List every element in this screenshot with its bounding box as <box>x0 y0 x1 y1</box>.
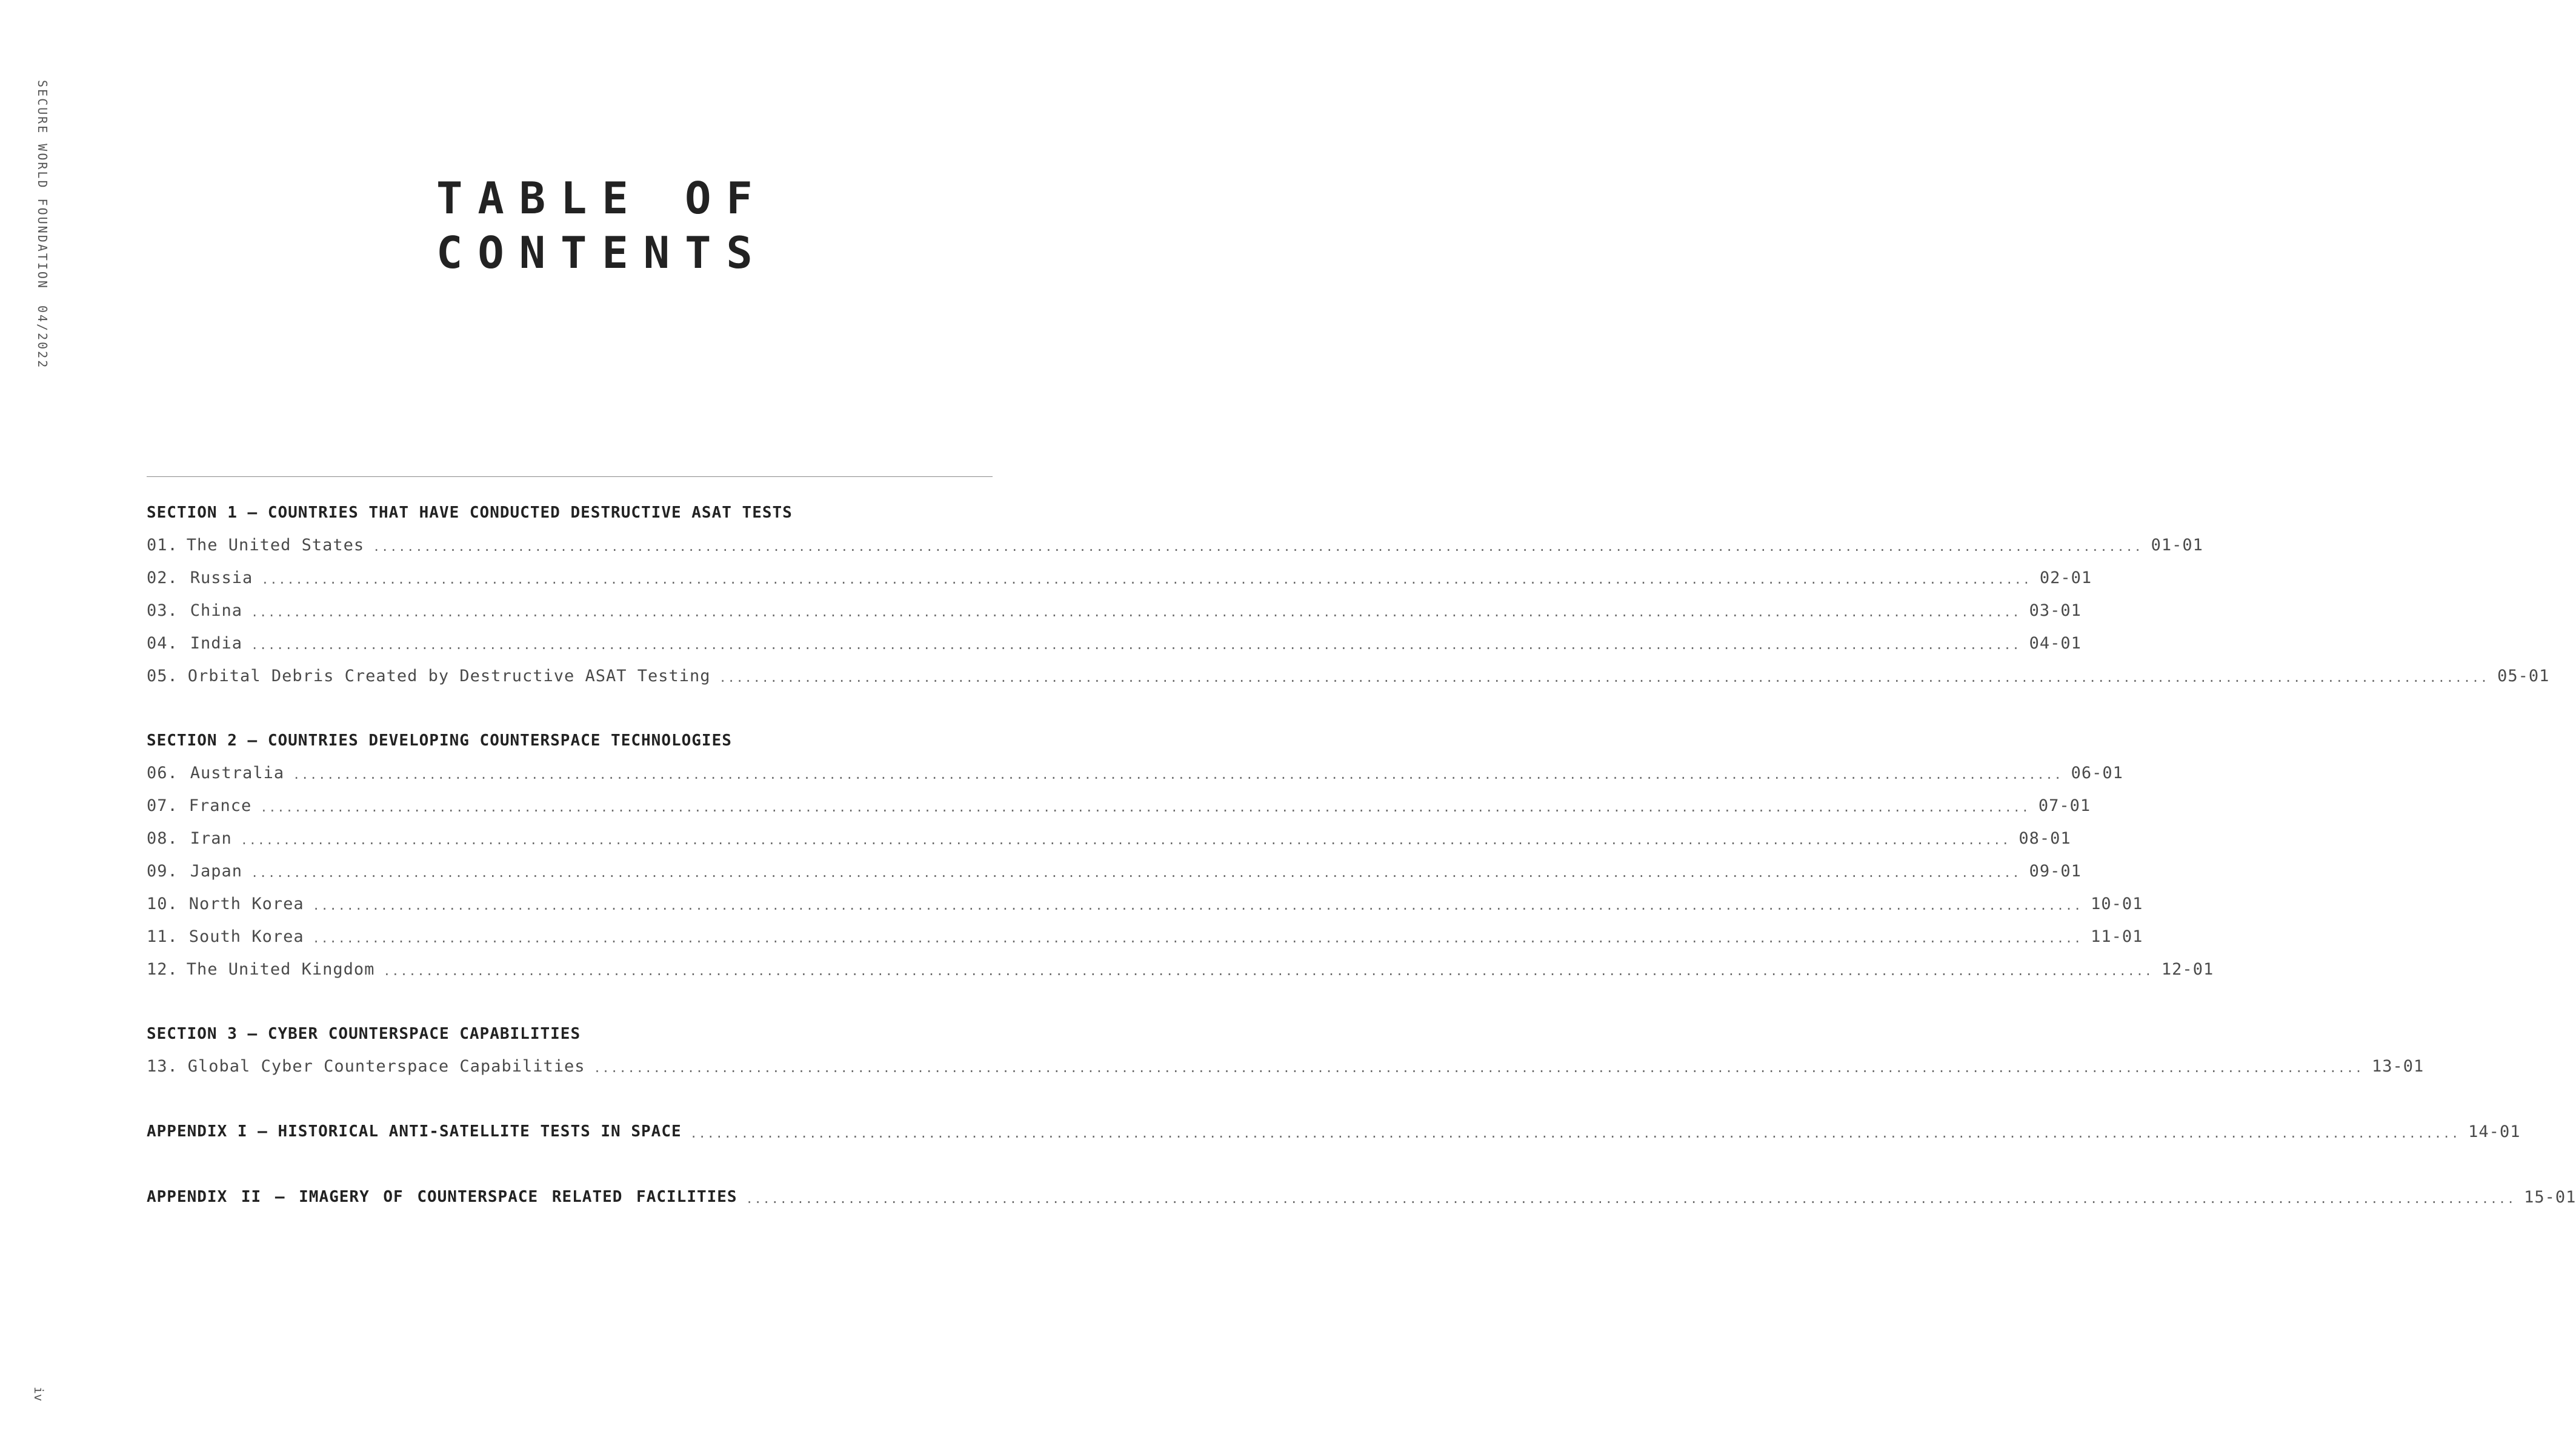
entry-page: 01-01 <box>2151 535 2203 555</box>
sidebar-label <box>35 80 50 369</box>
entry-number: 07. <box>147 796 178 815</box>
entry-page: 08-01 <box>2019 828 2071 848</box>
entry-number: 04. <box>147 633 178 653</box>
entry-title: The United States <box>186 535 365 555</box>
entry-title: Iran <box>190 828 232 848</box>
dot-leader: ................................................................................................................................................................................................................ <box>745 1192 2516 1206</box>
toc-entry[interactable] <box>147 659 2550 692</box>
entry-page: 12-01 <box>2161 959 2214 979</box>
entry-number: 01. <box>147 535 178 555</box>
dot-leader: ................................................................................................................................................................................................................ <box>293 767 2063 782</box>
entry-page: 09-01 <box>2029 861 2082 881</box>
page-title-line-2: CONTENTS <box>436 227 768 278</box>
entry-title: South Korea <box>188 927 304 946</box>
toc-entry[interactable] <box>147 822 2071 855</box>
entry-number: 09. <box>147 861 178 881</box>
entry-number: 08. <box>147 828 178 848</box>
section-heading: SECTION 1 — COUNTRIES THAT HAVE CONDUCTED DESTRUCTIVE ASAT TESTS <box>147 504 793 522</box>
page-title <box>436 171 768 280</box>
entry-title: Global Cyber Counterspace Capabilities <box>187 1056 585 1076</box>
entry-number: 05. <box>147 666 178 685</box>
entry-title: Australia <box>190 763 285 782</box>
toc-entry[interactable] <box>147 887 2143 920</box>
dot-leader: ................................................................................................................................................................................................................ <box>593 1061 2364 1075</box>
page-title-line-1: TABLE OF <box>436 173 768 224</box>
entry-number: 13. <box>147 1056 178 1076</box>
dot-leader: ................................................................................................................................................................................................................ <box>261 572 2031 587</box>
divider <box>147 476 993 477</box>
dot-leader: ................................................................................................................................................................................................................ <box>251 605 2021 619</box>
entry-page: 03-01 <box>2029 601 2082 620</box>
toc-entry[interactable] <box>147 855 2082 887</box>
dot-leader: ................................................................................................................................................................................................................ <box>383 964 2153 978</box>
dot-leader: ................................................................................................................................................................................................................ <box>312 931 2083 945</box>
sidebar-org: SECURE WORLD FOUNDATION <box>35 80 50 290</box>
entry-title: France <box>188 796 252 815</box>
toc-entry-appendix[interactable] <box>147 1181 2576 1213</box>
toc-list <box>147 497 2576 1213</box>
entry-title: The United Kingdom <box>186 959 375 979</box>
entry-title: North Korea <box>188 894 304 913</box>
dot-leader: ................................................................................................................................................................................................................ <box>719 670 2489 685</box>
entry-page: 07-01 <box>2038 796 2091 815</box>
section-heading: SECTION 3 — CYBER COUNTERSPACE CAPABILITIES <box>147 1025 581 1043</box>
section-heading: SECTION 2 — COUNTRIES DEVELOPING COUNTERSPACE TECHNOLOGIES <box>147 732 732 750</box>
page-number: iv <box>32 1387 46 1402</box>
entry-number: 03. <box>147 601 178 620</box>
toc-entry[interactable] <box>147 594 2082 627</box>
entry-page: 06-01 <box>2071 763 2123 782</box>
entry-number: 12. <box>147 959 178 979</box>
toc-entry[interactable] <box>147 561 2092 594</box>
dot-leader: ................................................................................................................................................................................................................ <box>251 865 2021 880</box>
toc-entry[interactable] <box>147 789 2091 822</box>
entry-title: Russia <box>190 568 253 587</box>
entry-number: 02. <box>147 568 178 587</box>
dot-leader: ................................................................................................................................................................................................................ <box>690 1126 2460 1141</box>
entry-number: 11. <box>147 927 178 946</box>
toc-entry[interactable] <box>147 756 2123 789</box>
entry-page: 10-01 <box>2091 894 2143 913</box>
entry-title: India <box>190 633 243 653</box>
dot-leader: ................................................................................................................................................................................................................ <box>240 833 2011 847</box>
entry-title: Orbital Debris Created by Destructive ASAT Testing <box>187 666 711 685</box>
entry-page: 14-01 <box>2468 1122 2521 1141</box>
entry-number: 06. <box>147 763 178 782</box>
dot-leader: ................................................................................................................................................................................................................ <box>251 638 2021 652</box>
entry-title: China <box>190 601 243 620</box>
toc-entry[interactable] <box>147 920 2143 953</box>
entry-title: Japan <box>190 861 243 881</box>
dot-leader: ................................................................................................................................................................................................................ <box>260 800 2030 815</box>
entry-page: 04-01 <box>2029 633 2082 653</box>
toc-entry[interactable] <box>147 528 2203 561</box>
toc-entry[interactable] <box>147 953 2214 985</box>
toc-entry[interactable] <box>147 1050 2425 1082</box>
entry-page: 05-01 <box>2497 666 2550 685</box>
toc-entry[interactable] <box>147 627 2082 659</box>
entry-page: 13-01 <box>2372 1056 2425 1076</box>
entry-page: 15-01 <box>2524 1187 2576 1207</box>
entry-page: 11-01 <box>2091 927 2143 946</box>
appendix-title: APPENDIX I — HISTORICAL ANTI-SATELLITE TESTS IN SPACE <box>147 1122 682 1141</box>
dot-leader: ................................................................................................................................................................................................................ <box>312 898 2083 913</box>
entry-page: 02-01 <box>2039 568 2092 587</box>
entry-number: 10. <box>147 894 178 913</box>
dot-leader: ................................................................................................................................................................................................................ <box>373 539 2143 554</box>
appendix-title: APPENDIX II — IMAGERY OF COUNTERSPACE RELATED FACILITIES <box>147 1188 737 1206</box>
toc-entry-appendix[interactable] <box>147 1115 2521 1148</box>
sidebar-date: 04/2022 <box>35 305 50 370</box>
